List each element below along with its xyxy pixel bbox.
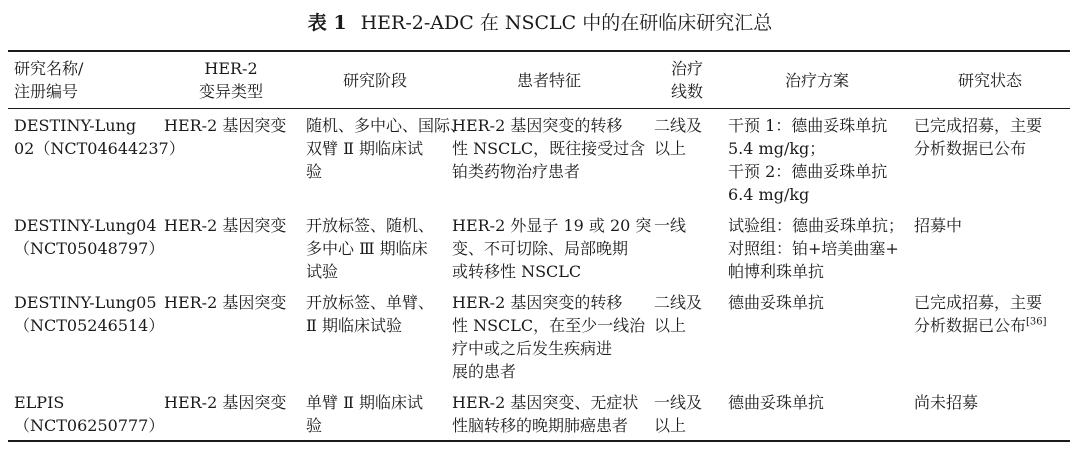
cell-line: 二线及 以上 [654,293,703,335]
cell-line: 二线及 以上 [654,116,703,158]
cell-phase: 单臂 Ⅱ 期临床试 验 [306,393,424,435]
cell-status: 已完成招募，主要 分析数据已公布 [914,116,1043,158]
header-study-status: 研究状态 [957,70,1022,90]
cell-variant: HER-2 基因突变 [164,293,287,312]
cell-variant: HER-2 基因突变 [164,116,287,135]
table-header-row [8,51,1070,109]
cell-variant: HER-2 基因突变 [164,216,287,235]
cell-phase: 开放标签、随机、 多中心 Ⅲ 期临床 试验 [306,216,435,281]
table-caption [0,10,1080,36]
header-study-name: 研究名称/ 注册编号 [14,59,84,101]
cell-phase: 随机、多中心、国际、 双臂 Ⅱ 期临床试 验 [306,116,467,181]
cell-patients: HER-2 基因突变、无症状 性脑转移的晚期肺癌患者 [452,393,639,435]
table-row [8,286,1070,386]
cell-study-name: DESTINY-Lung05 （NCT05246514） [14,293,165,335]
cell-status: 已完成招募，主要 分析数据已公布[36] [914,293,1047,335]
cell-status: 招募中 [914,216,963,235]
reference-marker: [36] [1026,316,1047,328]
table-caption-label: 表 1 [307,12,347,34]
table-row [8,109,1070,210]
cell-study-name: DESTINY-Lung04 （NCT05048797） [14,216,165,258]
header-treatment-regimen: 治疗方案 [784,70,849,90]
cell-study-name: DESTINY-Lung 02（NCT04644237） [14,116,185,158]
header-variant-type: HER-2 变异类型 [198,59,263,101]
cell-variant: HER-2 基因突变 [164,393,287,412]
cell-regimen: 干预 1：德曲妥珠单抗 5.4 mg/kg； 干预 2：德曲妥珠单抗 6.4 mg/kg [728,116,888,204]
cell-regimen: 德曲妥珠单抗 [728,393,825,412]
table-caption-text: HER-2-ADC 在 NSCLC 中的在研临床研究汇总 [360,12,773,34]
cell-status: 尚未招募 [914,393,979,412]
cell-patients: HER-2 基因突变的转移 性 NSCLC，在至少一线治 疗中或之后发生疾病进 展的患者 [452,293,646,381]
header-study-phase: 研究阶段 [342,70,407,90]
cell-line: 一线 [654,216,687,235]
cell-phase: 开放标签、单臂、 Ⅱ 期临床试验 [306,293,435,335]
cell-study-name: ELPIS （NCT06250777） [14,393,165,435]
cell-patients: HER-2 基因突变的转移 性 NSCLC，既往接受过含 铂类药物治疗患者 [452,116,646,181]
cell-regimen: 德曲妥珠单抗 [728,293,825,312]
header-patient-characteristics: 患者特征 [516,70,581,90]
cell-patients: HER-2 外显子 19 或 20 突 变、不可切除、局部晚期 或转移性 NSCLC [452,216,652,281]
clinical-trials-table [8,50,1070,442]
table-row [8,386,1070,441]
table-row [8,209,1070,286]
cell-regimen: 试验组：德曲妥珠单抗； 对照组：铂+培美曲塞+ 帕博利珠单抗 [728,216,905,281]
header-treatment-line: 治疗 线数 [670,59,703,101]
cell-line: 一线及 以上 [654,393,703,435]
